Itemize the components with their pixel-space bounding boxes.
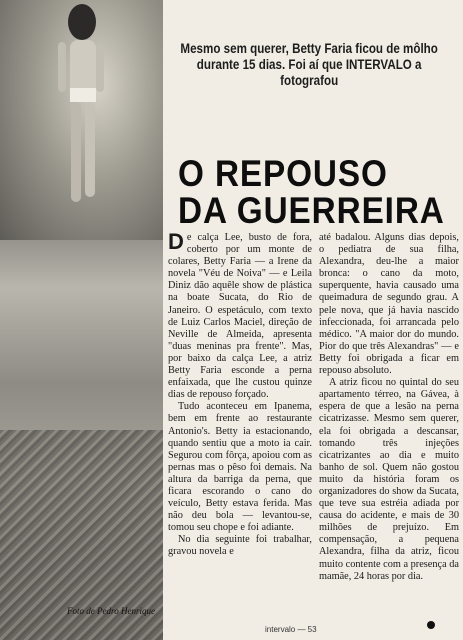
paragraph-text: e calça Lee, busto de fora, coberto por um monte de colares, Betty Faria — a Irene da novela "Véu de Noiva" — e Leila Diniz dão aquêle show de plástica na boate Sucata, do Rio de Janeiro. O espetáculo, com texto de Luiz Carlos Maciel, direção de Neville de Almeida, apresenta "duas meninas pra frente". Mas, por baixo da calça Lee, a atriz Betty Faria esconde a perna enfaixada, que lhe custou quinze dias de repouso forçado. — [168, 232, 312, 401]
page-footer: intervalo — 53 — [265, 625, 317, 634]
woman-figure-image — [40, 0, 120, 230]
article-paragraph: A atriz ficou no quintal do seu apartamento térreo, na Gávea, à espera de que a lesão na perna cicatrizasse. Mesmo sem querer, ela foi obrigada a descansar, tomando três injeções cicatrizantes ao dia e muito banho de sol. Quem não gostou muito da história foram os organizadores do show da Sucata, que teve sua estréia adiada por causa do acidente, e mais de 30 milhões de prejuízo. Em compensação, a pequena Alexandra, filha da atriz, ficou muito contente com a presença da mamãe, 24 horas por dia. — [319, 377, 459, 582]
article-photo — [0, 0, 163, 640]
photo-credit: Foto de Pedro Henrique — [67, 606, 155, 616]
article-column-2 — [319, 232, 459, 583]
drop-cap: D — [168, 229, 184, 254]
article-paragraph: até badalou. Alguns dias depois, o pediatra de sua filha, Alexandra, deu-lhe a maior bronca: o cano da moto, superquente, havia causado uma queimadura de segundo grau. A pele nova, que já havia nascido infeccionada, foi arrancada pelo médico. "A maior dor do mundo. Pior do que três Alexandras" — e Betty foi obrigada a ficar em repouso absoluto. — [319, 232, 459, 377]
headline-line-2: DA GUERREIRA — [178, 190, 445, 231]
article-column-1 — [168, 229, 312, 559]
article-paragraph — [168, 229, 312, 401]
headline — [178, 155, 461, 229]
article-paragraph: No dia seguinte foi trabalhar, gravou novela e — [168, 534, 312, 558]
end-mark-icon — [427, 621, 435, 629]
article-paragraph: Tudo aconteceu em Ipanema, bem em frente ao restaurante Antonio's. Betty ia estacionando, quando sentiu que a moto ia cair. Segurou com fôrça, apoiou com as pernas mas o pêso foi demais. Na altura da barriga da perna, que ficara escorando o cano do veículo, Betty estava ferida. Mas não deu bola — levantou-se, tomou seu chope e foi adiante. — [168, 401, 312, 534]
headline-line-1: O REPOUSO — [178, 153, 388, 194]
lead-text: Mesmo sem querer, Betty Faria ficou de môlho durante 15 dias. Foi aí que INTERVALO a fotografou — [180, 41, 438, 88]
